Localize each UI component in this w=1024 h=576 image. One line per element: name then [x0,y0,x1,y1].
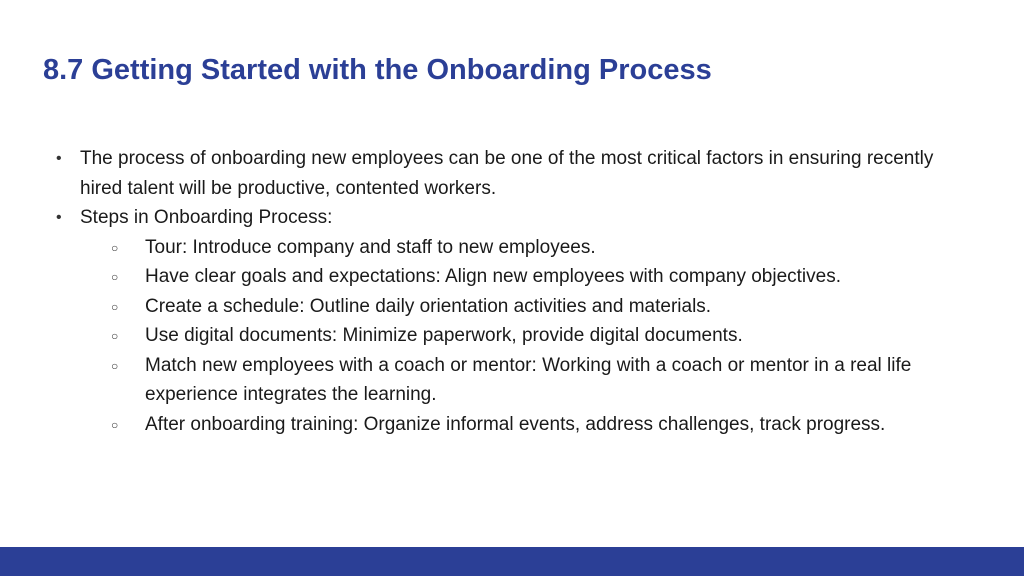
sub-bullet-text: Have clear goals and expectations: Align new employees with company objectives. [145,266,841,287]
sub-bullet-item [0,351,1024,410]
sub-bullet-item [0,410,1024,440]
hollow-circle-bullet-icon: ○ [111,358,119,373]
hollow-circle-bullet-icon: ○ [111,299,119,314]
sub-bullet-item [0,321,1024,351]
hollow-circle-bullet-icon: ○ [111,417,119,432]
hollow-circle-bullet-icon: ○ [111,240,119,255]
sub-bullet-item [0,262,1024,292]
bullet-item [0,144,1024,203]
bullet-text: The process of onboarding new employees can be one of the most critical factors in ensuring recently hired talent will be productive, contented workers. [80,148,934,199]
sub-bullet-text: Create a schedule: Outline daily orientation activities and materials. [145,295,712,317]
sub-bullet-item [0,292,1024,322]
slide-title: 8.7 Getting Started with the Onboarding Process [43,54,712,86]
bullet-text: Steps in Onboarding Process: [80,207,333,228]
sub-bullet-text: After onboarding training: Organize informal events, address challenges, track progress. [145,413,886,435]
sub-bullet-text: Tour: Introduce company and staff to new employees. [145,236,596,258]
footer-bar [0,547,1024,576]
bullet-dot-icon: • [56,209,62,226]
bullet-item [0,203,1024,233]
sub-bullet-text: Match new employees with a coach or mentor: Working with a coach or mentor in a real life experience integrates the learning. [145,354,912,405]
bullet-dot-icon: • [56,150,62,167]
sub-bullet-text: Use digital documents: Minimize paperwork, provide digital documents. [145,325,743,346]
slide-body [0,144,1024,439]
hollow-circle-bullet-icon: ○ [111,270,119,284]
sub-bullet-item [0,233,1024,263]
hollow-circle-bullet-icon: ○ [111,329,119,343]
